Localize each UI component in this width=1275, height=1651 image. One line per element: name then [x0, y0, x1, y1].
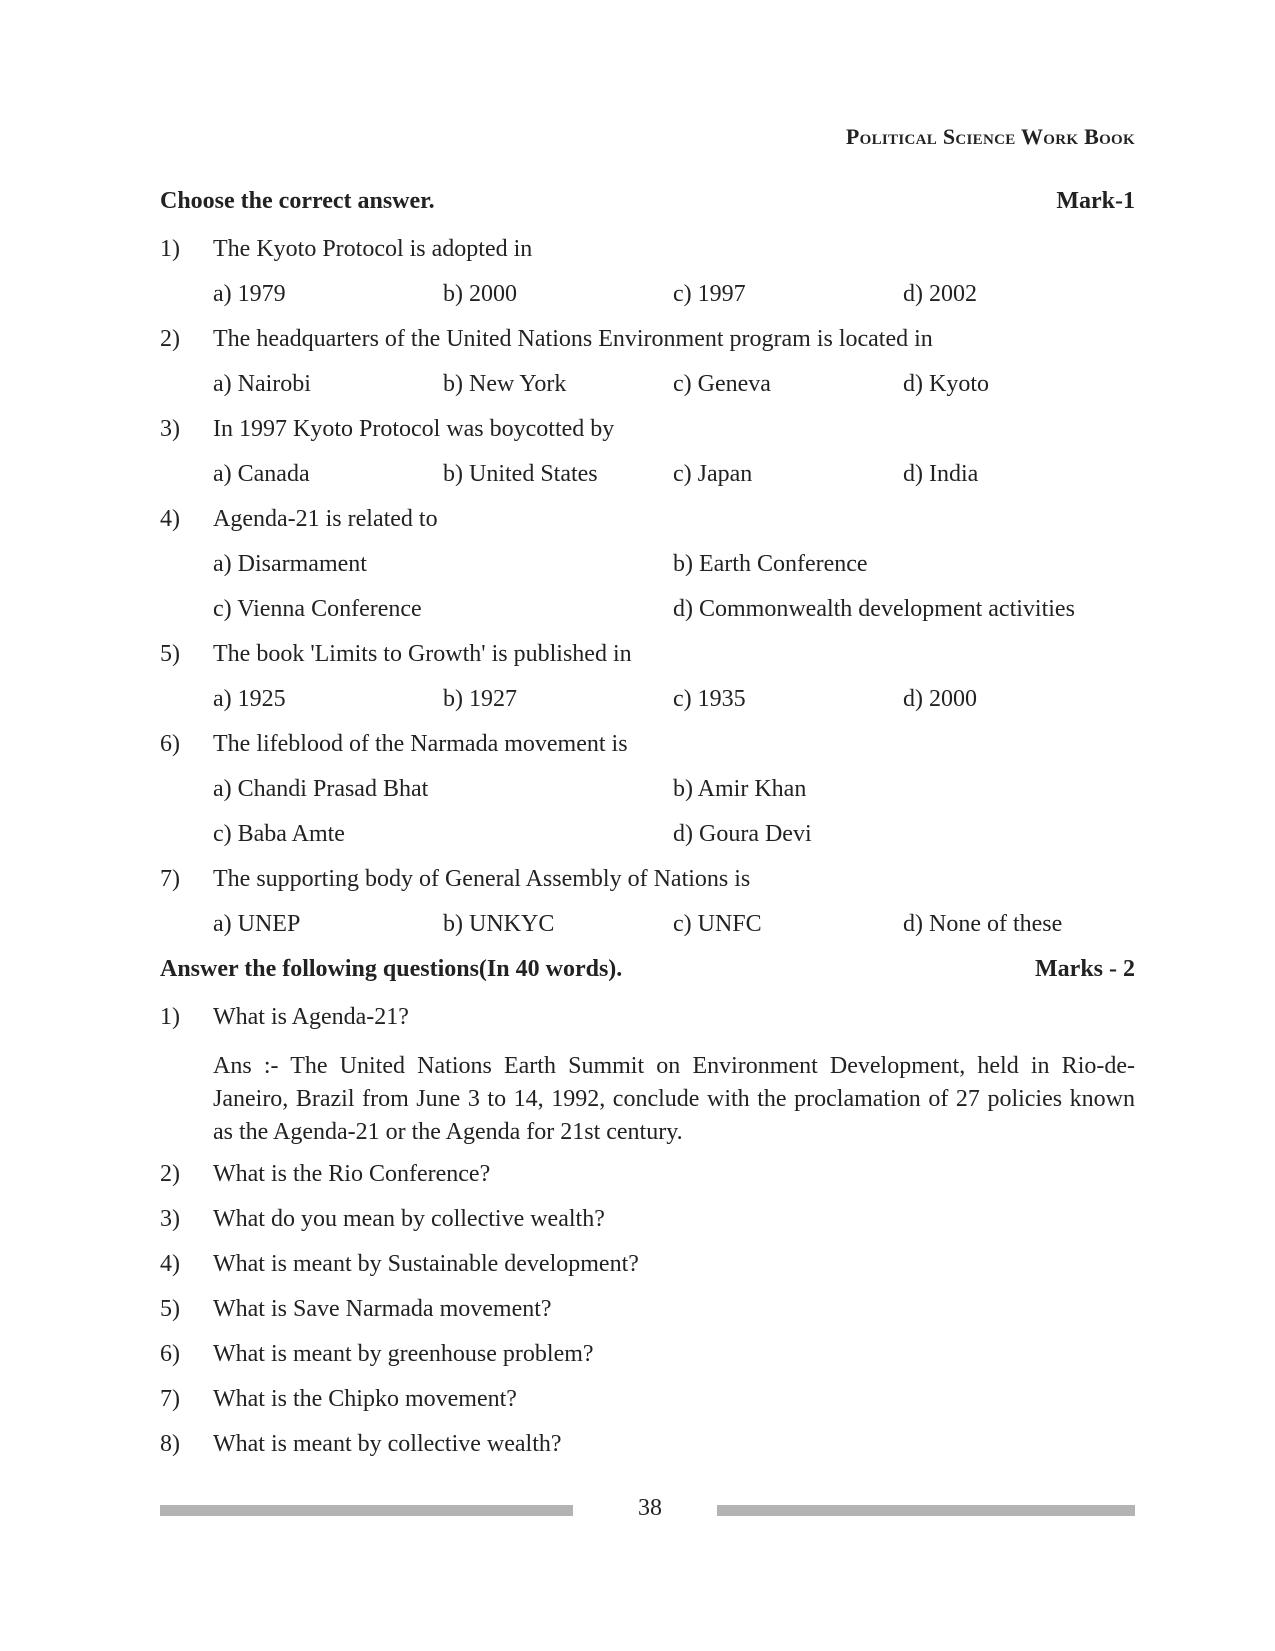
question-number: 7) — [160, 1386, 180, 1412]
option-d: d) Goura Devi — [673, 821, 812, 847]
option-d: d) 2002 — [903, 281, 977, 307]
question-text: The headquarters of the United Nations Environment program is located in — [213, 326, 933, 352]
option-a: a) Canada — [213, 461, 310, 487]
question-number: 2) — [160, 1161, 180, 1187]
question-text: The lifeblood of the Narmada movement is — [213, 731, 628, 757]
option-a: a) Chandi Prasad Bhat — [213, 776, 429, 802]
option-b: b) Amir Khan — [673, 776, 807, 802]
option-a: a) UNEP — [213, 911, 301, 937]
question-text: What is meant by greenhouse problem? — [213, 1341, 594, 1367]
question-number: 6) — [160, 1341, 180, 1367]
option-d: d) 2000 — [903, 686, 977, 712]
option-c: c) Baba Amte — [213, 821, 345, 847]
option-b: b) New York — [443, 371, 567, 397]
question-number: 4) — [160, 1251, 180, 1277]
option-c: c) Vienna Conference — [213, 596, 422, 622]
footer-rule-left — [160, 1505, 573, 1516]
option-d: d) India — [903, 461, 979, 487]
question-number: 2) — [160, 326, 180, 352]
option-d: d) None of these — [903, 911, 1063, 937]
option-b: b) Earth Conference — [673, 551, 868, 577]
question-text: The supporting body of General Assembly of Nations is — [213, 866, 751, 892]
option-a: a) 1979 — [213, 281, 286, 307]
section-title-short-answer: Answer the following questions(In 40 words). — [160, 956, 623, 982]
option-d: d) Commonwealth development activities — [673, 596, 1075, 622]
question-text: What is meant by Sustainable development? — [213, 1251, 639, 1277]
question-number: 5) — [160, 641, 180, 667]
question-number: 1) — [160, 236, 180, 262]
question-number: 8) — [160, 1431, 180, 1457]
question-text: What is the Chipko movement? — [213, 1386, 517, 1412]
section-marks-short-answer: Marks - 2 — [1035, 956, 1135, 982]
option-b: b) United States — [443, 461, 598, 487]
question-text: What do you mean by collective wealth? — [213, 1206, 605, 1232]
answer-text: Ans :- The United Nations Earth Summit on Environment Development, held in Rio-de-Janeiro, Brazil from June 3 to 14, 1992, conclude with the proclamation of 27 policies known as the Agenda-21 or the Agenda for 21st century. — [213, 1053, 1135, 1145]
option-a: a) Nairobi — [213, 371, 311, 397]
question-number: 7) — [160, 866, 180, 892]
question-number: 3) — [160, 1206, 180, 1232]
question-text: Agenda-21 is related to — [213, 506, 438, 532]
option-c: c) UNFC — [673, 911, 762, 937]
section-marks-mcq: Mark-1 — [1056, 188, 1135, 214]
option-b: b) 1927 — [443, 686, 517, 712]
question-text: What is Agenda-21? — [213, 1004, 409, 1030]
question-text: What is meant by collective wealth? — [213, 1431, 562, 1457]
question-text: What is the Rio Conference? — [213, 1161, 491, 1187]
footer-rule-right — [717, 1505, 1135, 1516]
question-text: In 1997 Kyoto Protocol was boycotted by — [213, 416, 615, 442]
option-c: c) Japan — [673, 461, 753, 487]
question-text: What is Save Narmada movement? — [213, 1296, 552, 1322]
question-number: 4) — [160, 506, 180, 532]
question-number: 6) — [160, 731, 180, 757]
option-a: a) Disarmament — [213, 551, 367, 577]
option-c: c) Geneva — [673, 371, 771, 397]
option-b: b) 2000 — [443, 281, 517, 307]
page-number: 38 — [638, 1495, 662, 1521]
question-number: 5) — [160, 1296, 180, 1322]
question-text: The book 'Limits to Growth' is published in — [213, 641, 632, 667]
option-a: a) 1925 — [213, 686, 286, 712]
option-c: c) 1997 — [673, 281, 746, 307]
question-number: 1) — [160, 1004, 180, 1030]
question-text: The Kyoto Protocol is adopted in — [213, 236, 533, 262]
section-title-mcq: Choose the correct answer. — [160, 188, 435, 214]
option-c: c) 1935 — [673, 686, 746, 712]
option-b: b) UNKYC — [443, 911, 555, 937]
option-d: d) Kyoto — [903, 371, 989, 397]
question-number: 3) — [160, 416, 180, 442]
running-header: Political Science Work Book — [845, 124, 1135, 149]
